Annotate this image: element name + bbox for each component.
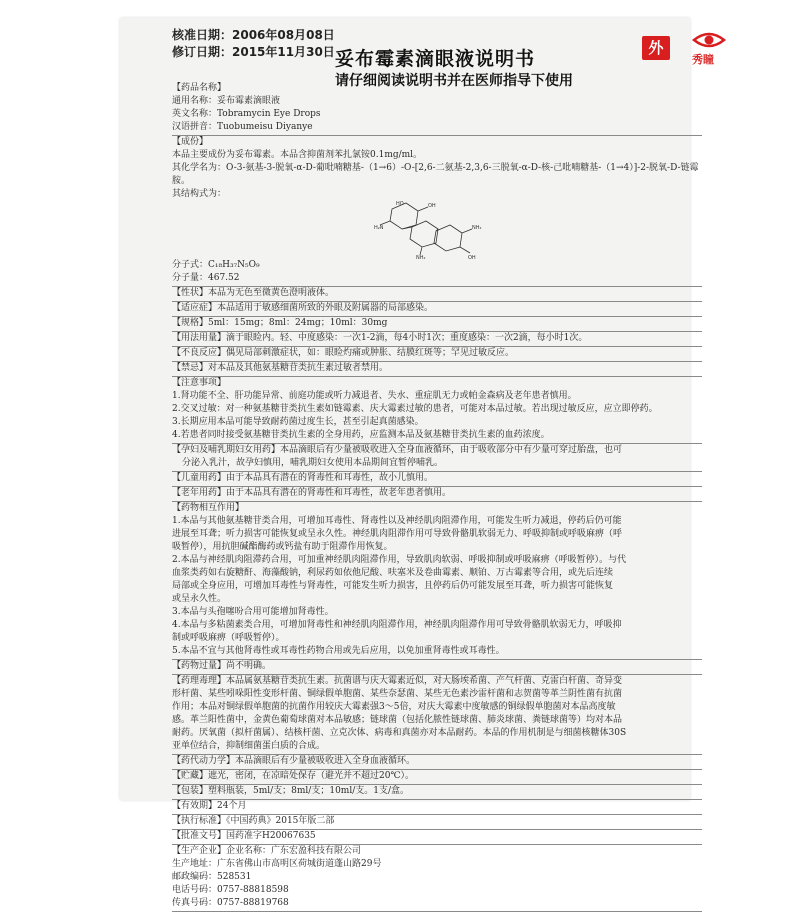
structure-formula-diagram [172,201,702,259]
pregnancy-line: 分泌入乳汁，故孕妇慎用，哺乳期妇女使用本品期间宜暂停哺乳。 [182,458,444,468]
manufacturer-phone: 电话号码：0757-88818598 [172,885,289,895]
packaging-section: 【包装】塑料瓶装，5ml/支；8ml/支；10ml/支。1支/盒。 [172,785,702,800]
toxicology-line: 作用；本品对铜绿假单胞菌的抗菌作用较庆大霉素强3～5倍，对庆大霉素中度敏感的铜绿假单胞菌对本品高度敏 [172,702,616,712]
english-name: 英文名称：Tobramycin Eye Drops [172,109,321,119]
svg-text:NH₂: NH₂ [472,225,482,231]
interaction-line: 2.本品与神经肌肉阻滞药合用，可加重神经肌肉阻滞作用，导致肌肉软弱、呼吸抑制或呼吸麻痹（呼吸暂停）。与代 [172,555,627,565]
external-use-badge: 外 [642,36,670,60]
ingredients-section [172,136,702,287]
precaution-item: 2.交叉过敏：对一种氨基糖苷类抗生素如链霉素、庆大霉素过敏的患者，可能对本品过敏。若出现过敏反应，应立即停药。 [172,404,658,414]
leaflet-content [172,82,702,912]
interaction-line: 1.本品与其他氨基糖苷类合用，可增加耳毒性、肾毒性以及神经肌肉阻滞作用，可能发生听力减退，停药后仍可能 [172,516,622,526]
document-subtitle: 请仔细阅读说明书并在医师指导下使用 [335,73,573,89]
interaction-line: 3.本品与头孢噻吩合用可能增加肾毒性。 [172,607,334,617]
toxicology-line: 感。革兰阳性菌中，金黄色葡萄球菌对本品敏感；链球菌（包括化脓性链球菌、肺炎球菌、粪链球菌等）均对本品 [172,715,623,725]
pharmacokinetics-section: 【药代动力学】本品滴眼后有少量被吸收进入全身血液循环。 [172,755,702,770]
toxicology-line: 形杆菌、某些吲哚阳性变形杆菌、铜绿假单胞菌、某些奈瑟菌、某些无色素沙雷杆菌和志贺菌等革兰阴性菌有抗菌 [172,689,623,699]
children-section: 【儿童用药】由于本品具有潜在的肾毒性和耳毒性，故小儿慎用。 [172,472,702,487]
section-heading: 【药品名称】 [172,83,227,93]
specs-section: 【规格】5ml：15mg；8ml：24mg；10ml：30mg [172,317,702,332]
interaction-line: 5.本品不宜与其他肾毒性或耳毒性药物合用或先后应用，以免加重肾毒性或耳毒性。 [172,646,505,656]
adverse-reactions-section: 【不良反应】偶见局部刺激症状，如：眼睑灼痛或肿胀、结膜红斑等；罕见过敏反应。 [172,347,702,362]
svg-text:H₂N: H₂N [374,225,384,231]
elderly-section: 【老年用药】由于本品具有潜在的肾毒性和耳毒性，故老年患者慎用。 [172,487,702,502]
document-title: 妥布霉素滴眼液说明书 [335,48,536,70]
storage-section: 【贮藏】遮光，密闭，在凉暗处保存（避光并不超过20℃）。 [172,770,702,785]
interaction-line: 或呈永久性。 [172,594,227,604]
section-heading: 【成份】 [172,137,209,147]
pregnancy-section [172,444,702,472]
pinyin-name: 汉语拼音：Tuobumeisu Diyanye [172,122,313,132]
toxicology-section [172,675,702,755]
generic-name: 通用名称：妥布霉素滴眼液 [172,96,281,106]
precaution-item: 4.若患者同时接受氨基糖苷类抗生素的全身用药，应监测本品及氨基糖苷类抗生素的血药浓度。 [172,430,550,440]
properties-section: 【性状】本品为无色至微黄色澄明液体。 [172,287,702,302]
indications-section: 【适应症】本品适用于敏感细菌所致的外眼及附属器的局部感染。 [172,302,702,317]
manufacturer-address: 生产地址：广东省佛山市高明区荷城街道蓬山路29号 [172,859,382,869]
interaction-line: 局部或全身应用，可增加耳毒性与肾毒性，可能发生听力损害，且停药后仍可能发展至耳聋，听力损害可能恢复 [172,581,614,591]
interaction-line: 进展至耳聋；听力损害可能恢复或呈永久性。神经肌肉阻滞作用可导致骨骼肌软弱无力、呼吸抑制或呼吸麻痹（呼 [172,529,623,539]
toxicology-line: 耐药。厌氧菌（拟杆菌属）、结核杆菌、立克次体、病毒和真菌亦对本品耐药。本品的作用机制是与细菌核糖体30S [172,728,627,738]
manufacturer-section [172,845,702,912]
revision-date: 修订日期：2015年11月30日 [172,45,335,59]
interactions-section [172,502,702,660]
svg-text:OH: OH [428,203,436,209]
pregnancy-line: 【孕妇及哺乳期妇女用药】本品滴眼后有少量被吸收进入全身血液循环，由于吸收部分中有少量可穿过胎盘，也可 [172,445,623,455]
interaction-line: 血浆类药如右旋糖酐、海藻酸钠，利尿药如依他尼酸、呋塞米及卷曲霉素、顺铂、万古霉素等合用，或先后连续 [172,568,614,578]
validity-section: 【有效期】24个月 [172,800,702,815]
standard-section: 【执行标准】《中国药典》2015年版二部 [172,815,702,830]
dosage-section: 【用法用量】滴于眼睑内。轻、中度感染：一次1-2滴，每4小时1次；重度感染：一次2滴，每小时1次。 [172,332,702,347]
brand-name: 秀瞳 [692,53,714,66]
chemical-structure-icon [372,201,482,259]
date-block [172,27,335,61]
manufacturer-fax: 传真号码：0757-88819768 [172,898,289,908]
manufacturer-name: 【生产企业】企业名称：广东宏盈科技有限公司 [172,846,362,856]
toxicology-line: 【药理毒理】本品属氨基糖苷类抗生素。抗菌谱与庆大霉素近似，对大肠埃希菌、产气杆菌、克雷白杆菌、奇异变 [172,676,623,686]
interaction-line: 吸暂停），用抗胆碱酯酶药或钙盐有助于阻滞作用恢复。 [172,542,393,552]
interaction-line: 制或呼吸麻痹（呼吸暂停）。 [172,633,285,643]
svg-text:HO: HO [396,201,404,207]
overdose-section: 【药物过量】尚不明确。 [172,660,702,675]
precaution-item: 3.长期应用本品可能导致耐药菌过度生长，甚至引起真菌感染。 [172,417,424,427]
toxicology-line: 亚单位结合，抑制细菌蛋白质的合成。 [172,741,326,751]
molecular-formula: 分子式：C₁₈H₃₇N₅O₉ [172,260,260,270]
contraindications-section: 【禁忌】对本品及其他氨基糖苷类抗生素过敏者禁用。 [172,362,702,377]
precaution-item: 1.肾功能不全、肝功能异常、前庭功能或听力减退者、失水、重症肌无力或帕金森病及老年患者慎用。 [172,391,577,401]
brand-logo [682,30,746,64]
name-section [172,82,702,136]
section-heading: 【药物相互作用】 [172,503,245,513]
structure-label: 其结构式为： [172,189,227,199]
molecular-weight: 分子量：467.52 [172,273,240,283]
manufacturer-postcode: 邮政编码：528531 [172,872,252,882]
precautions-section [172,377,702,444]
chemical-name: 其化学名为：O-3-氨基-3-脱氧-α-D-葡吡喃糖基-（1→6）-O-[2,6-二氨基-2,3,6-三脱氧-α-D-核-己吡喃糖基-（1→4）]-2-脱氧-D-链霉胺。 [172,163,699,186]
approval-number-section: 【批准文号】国药准字H20067635 [172,830,702,845]
svg-text:OH: OH [468,255,476,259]
section-heading: 【注意事项】 [172,378,227,388]
main-ingredient: 本品主要成份为妥布霉素。本品含抑菌剂苯扎氯铵0.1mg/ml。 [172,150,423,160]
approval-date: 核准日期：2006年08月08日 [172,28,335,42]
svg-text:NH₂: NH₂ [416,255,426,259]
interaction-line: 4.本品与多粘菌素类合用，可增加肾毒性和神经肌肉阻滞作用，神经肌肉阻滞作用可导致骨骼肌软弱无力，呼吸抑 [172,620,622,630]
eye-logo-icon [692,30,726,50]
